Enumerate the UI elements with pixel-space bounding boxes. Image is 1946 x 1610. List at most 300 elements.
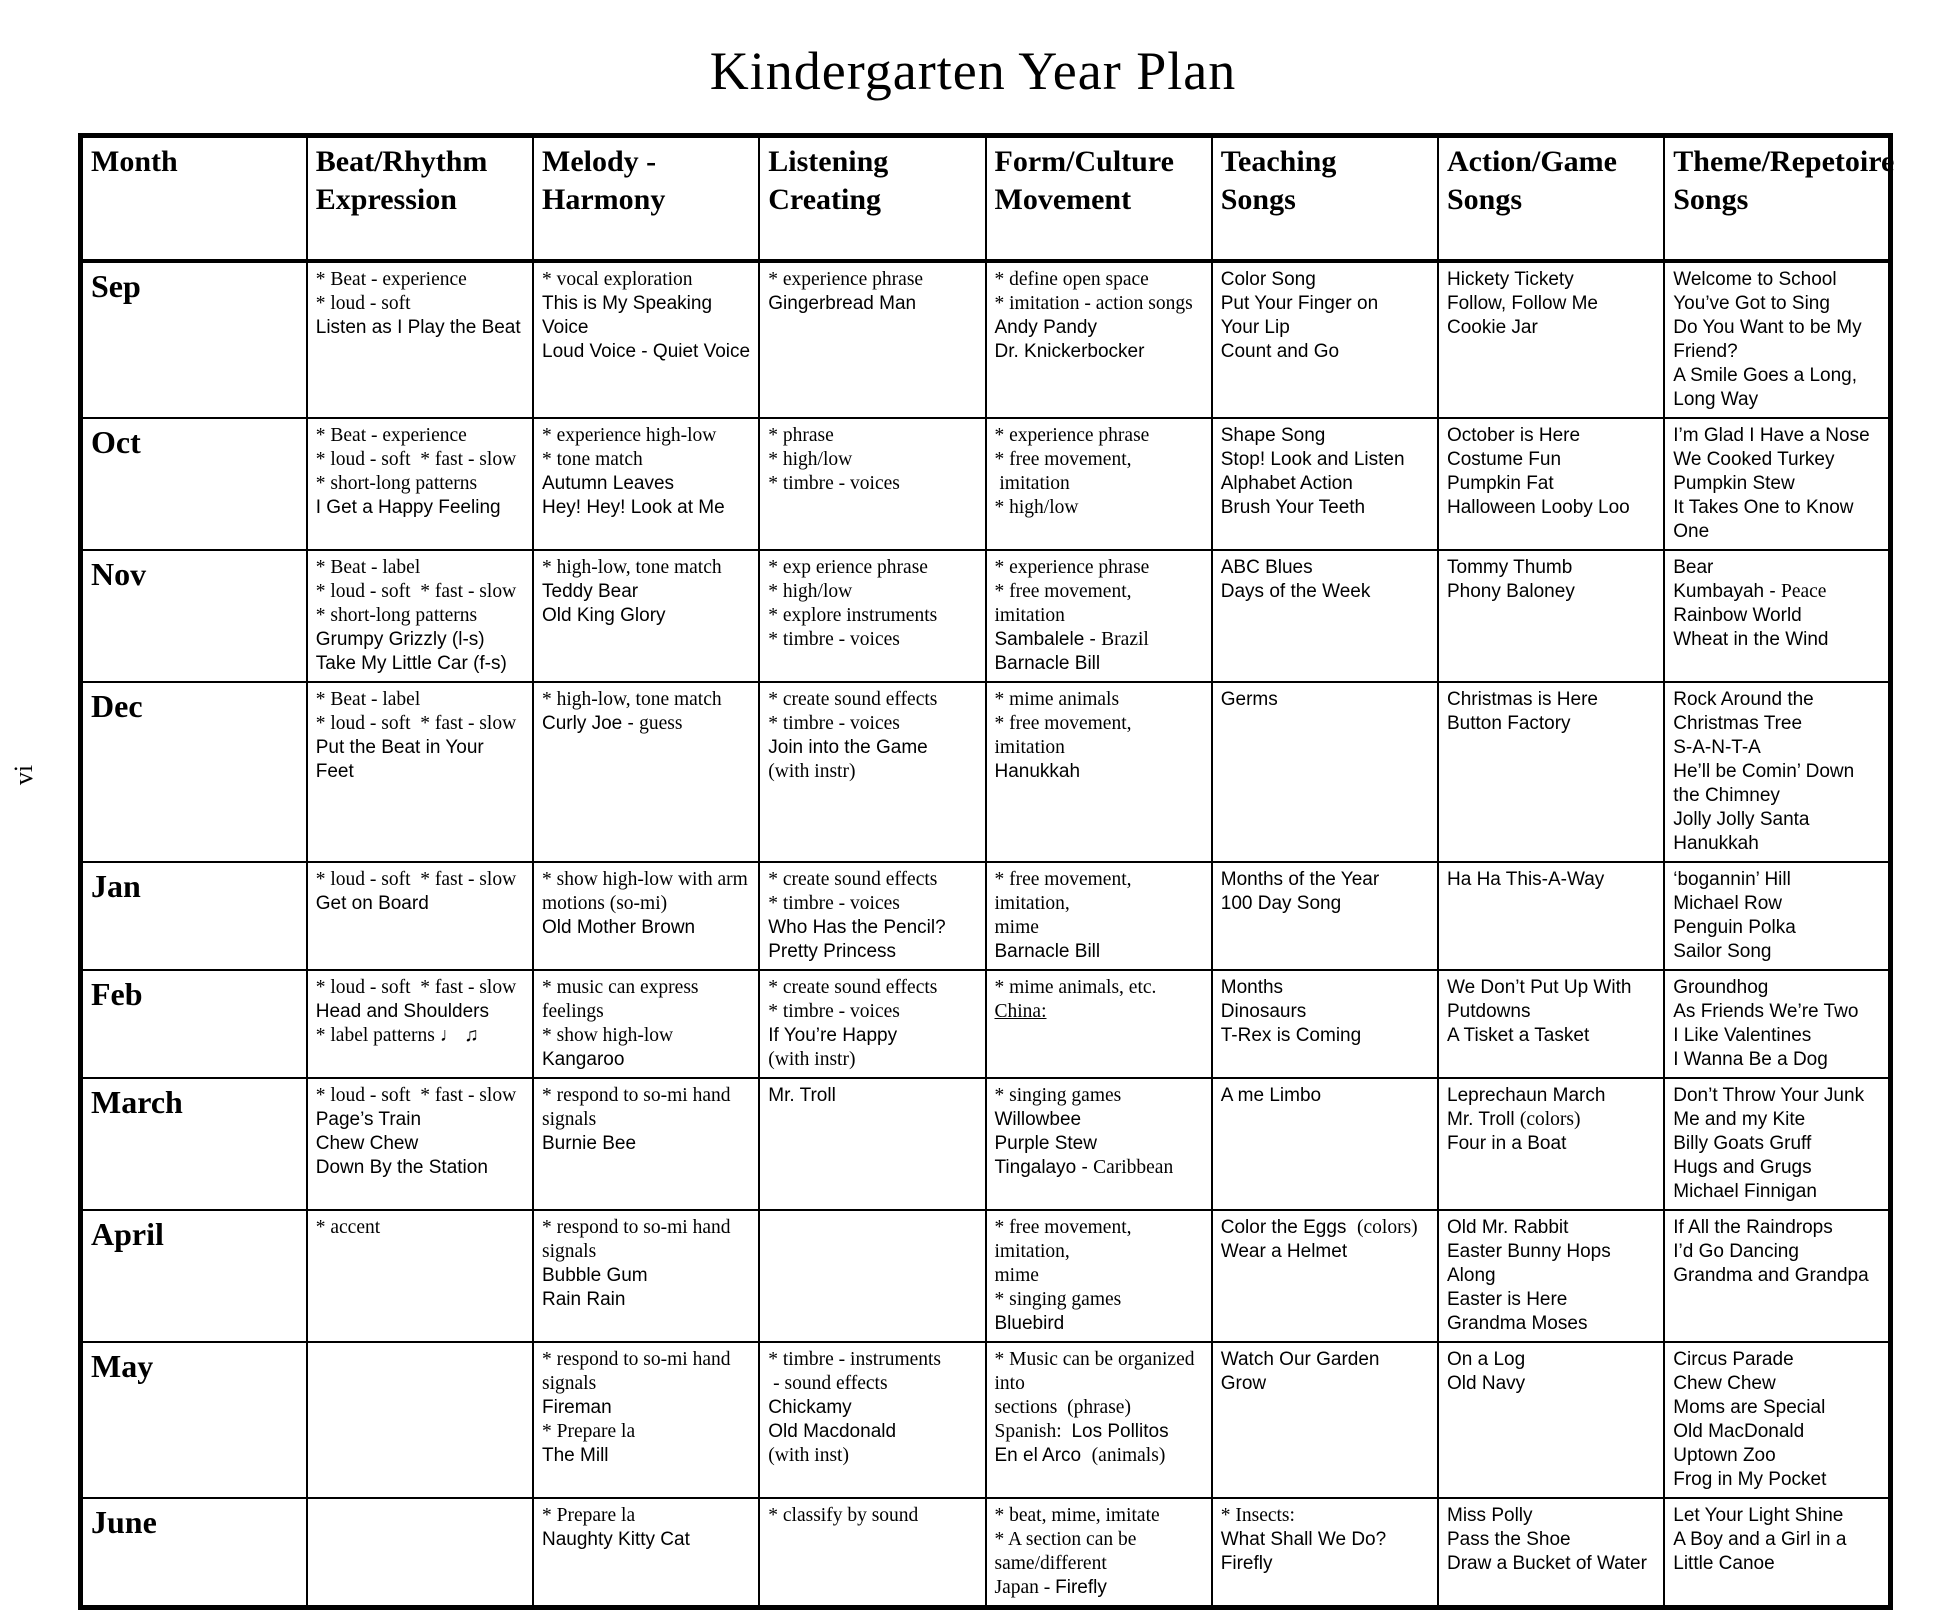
table-cell [533, 682, 759, 862]
cell-text: Chew Chew [315, 1132, 419, 1154]
cell-text: * singing games [994, 1288, 1122, 1310]
page-title: Kindergarten Year Plan [709, 41, 1237, 101]
row-month: May [81, 1342, 307, 1498]
cell-text: * respond to so-mi hand [542, 1216, 731, 1238]
column-header: Month [81, 136, 307, 261]
cell-text: * Prepare la [542, 1420, 636, 1442]
cell-text: signals [542, 1108, 597, 1130]
cell-text: Easter Bunny Hops Along [1447, 1240, 1615, 1286]
cell-text: signals [542, 1240, 597, 1262]
cell-text: mime [994, 1264, 1039, 1286]
cell-text: Hugs and Grugs [1673, 1156, 1812, 1178]
table-cell [986, 261, 1212, 418]
table-head [81, 136, 1895, 261]
cell-text: * short-long patterns [315, 472, 478, 494]
cell-text: Months [1220, 976, 1284, 998]
cell-text: I Wanna Be a Dog [1673, 1048, 1828, 1070]
cell-text: Dr. Knickerbocker [994, 340, 1145, 362]
cell-text: * timbre - voices [768, 892, 900, 914]
cell-text: A Smile Goes a Long, Long Way [1673, 364, 1863, 410]
cell-text: (with instr) [768, 1048, 856, 1070]
table-cell [1438, 1078, 1664, 1210]
cell-text: Moms are Special [1673, 1396, 1826, 1418]
cell-text: * loud - soft [315, 292, 411, 314]
cell-text: He’ll be Comin’ Down the Chimney [1673, 760, 1860, 806]
cell-text: Ha Ha This-A-Way [1447, 868, 1605, 890]
table-cell [1212, 418, 1438, 550]
cell-text: Old Mother Brown [542, 916, 696, 938]
table-cell [759, 550, 985, 682]
table-cell [307, 682, 533, 862]
table-cell [307, 1210, 533, 1342]
table-cell [1438, 1498, 1664, 1608]
cell-text: * label patterns ♩ ♫ [315, 1024, 479, 1046]
table-cell [533, 261, 759, 418]
table-row [81, 862, 1891, 970]
cell-text: Bluebird [994, 1312, 1065, 1334]
cell-text: Mr. Troll [768, 1084, 836, 1106]
table-cell [1438, 862, 1664, 970]
cell-text: Grandma Moses [1447, 1312, 1588, 1334]
cell-text: Rain Rain [542, 1288, 626, 1310]
cell-text: motions (so-mi) [542, 892, 668, 914]
cell-text: Join into the Game [768, 736, 928, 758]
table-cell [1664, 1210, 1890, 1342]
cell-text: * Beat - label [315, 688, 421, 710]
cell-text: Curly Joe - [542, 712, 640, 734]
cell-text: * beat, mime, imitate [994, 1504, 1160, 1526]
table-cell [1664, 970, 1890, 1078]
table-cell [307, 862, 533, 970]
cell-text: Firefly [1055, 1576, 1107, 1598]
cell-text: Wear a Helmet [1220, 1240, 1348, 1262]
table-body [81, 261, 1891, 1608]
row-month: April [81, 1210, 307, 1342]
cell-text: * high/low [768, 580, 853, 602]
cell-text: If You’re Happy [768, 1024, 898, 1046]
cell-text: * create sound effects [768, 868, 938, 890]
cell-text: If All the Raindrops [1673, 1216, 1833, 1238]
cell-text: Fireman [542, 1396, 612, 1418]
table-cell [1664, 1078, 1890, 1210]
cell-text: * timbre - voices [768, 472, 900, 494]
cell-text: Stop! Look and Listen [1220, 448, 1405, 470]
cell-text: Don’t Throw Your Junk [1673, 1084, 1865, 1106]
cell-text: * free movement, [994, 448, 1132, 470]
cell-text: A Boy and a Girl in a Little Canoe [1673, 1528, 1852, 1574]
cell-text: Who Has the Pencil? [768, 916, 946, 938]
cell-text: * vocal exploration [542, 268, 693, 290]
table-cell [759, 1078, 985, 1210]
cell-text: Putdowns [1447, 1000, 1531, 1022]
cell-text: Page’s Train [315, 1108, 422, 1130]
header-row [81, 136, 1891, 261]
cell-text: Sailor Song [1673, 940, 1772, 962]
cell-text: feelings [542, 1000, 604, 1022]
table-cell [1212, 1210, 1438, 1342]
cell-text: T-Rex is Coming [1220, 1024, 1362, 1046]
cell-text: * tone match [542, 448, 643, 470]
cell-text: Take My Little Car (f-s) [315, 652, 507, 674]
table-cell [533, 418, 759, 550]
cell-text: Color the Eggs [1220, 1216, 1357, 1238]
table-cell [986, 1078, 1212, 1210]
table-cell [1438, 550, 1664, 682]
cell-text: Penguin Polka [1673, 916, 1796, 938]
cell-text: (animals) [1091, 1444, 1166, 1466]
cell-text: Shape Song [1220, 424, 1326, 446]
table-row [81, 1342, 1891, 1498]
cell-text: This is My Speaking Voice [542, 292, 718, 338]
cell-text: Purple Stew [994, 1132, 1097, 1154]
table-cell [759, 970, 985, 1078]
cell-text: * experience high-low [542, 424, 717, 446]
table-row [81, 1498, 1891, 1608]
table-cell [1212, 261, 1438, 418]
cell-text: * short-long patterns [315, 604, 478, 626]
cell-text: (colors) [1357, 1216, 1418, 1238]
cell-text: Follow, Follow Me [1447, 292, 1598, 314]
cell-text: You’ve Got to Sing [1673, 292, 1830, 314]
cell-text: Circus Parade [1673, 1348, 1794, 1370]
column-header: Melody - Harmony [533, 136, 759, 261]
cell-text: Button Factory [1447, 712, 1571, 734]
column-header: Action/Game Songs [1438, 136, 1664, 261]
column-header: Theme/Repetoire Songs [1664, 136, 1890, 261]
cell-text: * high-low, tone match [542, 688, 722, 710]
cell-text: Brush Your Teeth [1220, 496, 1366, 518]
table-cell [1664, 550, 1890, 682]
cell-text: * Music can be organized into [994, 1348, 1200, 1394]
table-cell [533, 862, 759, 970]
table-cell [759, 1210, 985, 1342]
cell-text: * loud - soft * fast - slow [315, 1084, 517, 1106]
cell-text: * free movement, imitation, [994, 1216, 1137, 1262]
table-cell [533, 1342, 759, 1498]
table-cell [1664, 1498, 1890, 1608]
table-cell [533, 1078, 759, 1210]
cell-text: * high-low, tone match [542, 556, 722, 578]
cell-text: * timbre - voices [768, 1000, 900, 1022]
cell-text: Willowbee [994, 1108, 1082, 1130]
cell-text: * classify by sound [768, 1504, 919, 1526]
cell-text: Hey! Hey! Look at Me [542, 496, 725, 518]
cell-text: * mime animals [994, 688, 1120, 710]
table-cell [1664, 261, 1890, 418]
cell-text: En el Arco [994, 1444, 1092, 1466]
cell-text: It Takes One to Know One [1673, 496, 1859, 542]
cell-text: Old MacDonald [1673, 1420, 1805, 1442]
table-cell [1664, 418, 1890, 550]
cell-text: Welcome to School [1673, 268, 1837, 290]
cell-text: Watch Our Garden [1220, 1348, 1380, 1370]
cell-text: Down By the Station [315, 1156, 488, 1178]
table-cell [1438, 1210, 1664, 1342]
table-cell [533, 1210, 759, 1342]
column-header: Listening Creating [759, 136, 985, 261]
cell-text: Bear [1673, 556, 1714, 578]
cell-text: * Prepare la [542, 1504, 636, 1526]
cell-text: * exp erience phrase [768, 556, 928, 578]
cell-text: mime [994, 916, 1039, 938]
cell-text: Jolly Jolly Santa [1673, 808, 1810, 830]
table-cell [307, 261, 533, 418]
cell-text: Autumn Leaves [542, 472, 675, 494]
cell-text: Grumpy Grizzly (l-s) [315, 628, 485, 650]
cell-text: * show high-low with arm [542, 868, 748, 890]
cell-text: As Friends We’re Two [1673, 1000, 1859, 1022]
table-cell [1438, 1342, 1664, 1498]
table-cell [1212, 1078, 1438, 1210]
cell-text: Loud Voice - Quiet Voice [542, 340, 751, 362]
cell-text: Billy Goats Gruff [1673, 1132, 1812, 1154]
cell-text: Do You Want to be My Friend? [1673, 316, 1867, 362]
cell-text: imitation [994, 472, 1070, 494]
table-row [81, 261, 1891, 418]
table-cell [307, 1498, 533, 1608]
cell-text: Christmas is Here [1447, 688, 1598, 710]
table-row [81, 682, 1891, 862]
cell-text: * create sound effects [768, 688, 938, 710]
table-cell [759, 1342, 985, 1498]
cell-text: Michael Row [1673, 892, 1783, 914]
cell-text: guess [639, 712, 683, 734]
cell-text: Old Mr. Rabbit [1447, 1216, 1569, 1238]
table-cell [759, 1498, 985, 1608]
row-month: Feb [81, 970, 307, 1078]
cell-text: Hanukkah [994, 760, 1081, 782]
cell-text: * create sound effects [768, 976, 938, 998]
column-header: Teaching Songs [1212, 136, 1438, 261]
cell-text: * singing games [994, 1084, 1122, 1106]
cell-text: Firefly [1220, 1552, 1273, 1574]
table-cell [759, 682, 985, 862]
cell-text: * music can express [542, 976, 699, 998]
table-cell [307, 418, 533, 550]
cell-text: * show high-low [542, 1024, 674, 1046]
row-month: Jan [81, 862, 307, 970]
cell-text: Get on Board [315, 892, 429, 914]
table-cell [1212, 1498, 1438, 1608]
cell-text: Pumpkin Fat [1447, 472, 1554, 494]
cell-text: Halloween Looby Loo [1447, 496, 1630, 518]
cell-text: (colors) [1519, 1108, 1581, 1130]
cell-text: * experience phrase [994, 556, 1150, 578]
table-cell [1664, 1342, 1890, 1498]
cell-text: Kangaroo [542, 1048, 625, 1070]
cell-text: On a Log [1447, 1348, 1526, 1370]
table-cell [1212, 862, 1438, 970]
cell-text: * imitation - action songs [994, 292, 1193, 314]
table-cell [1438, 418, 1664, 550]
row-month: Oct [81, 418, 307, 550]
table-cell [307, 970, 533, 1078]
cell-text: Tingalayo - [994, 1156, 1094, 1178]
cell-text: signals [542, 1372, 597, 1394]
cell-text: * free movement, imitation [994, 580, 1137, 626]
cell-text: * free movement, imitation [994, 712, 1137, 758]
cell-text: I Get a Happy Feeling [315, 496, 501, 518]
cell-text: Costume Fun [1447, 448, 1562, 470]
table-cell [986, 862, 1212, 970]
cell-text: Naughty Kitty Cat [542, 1528, 690, 1550]
cell-text: ABC Blues [1220, 556, 1313, 578]
cell-text: * loud - soft * fast - slow [315, 448, 517, 470]
cell-text: Peace [1780, 580, 1827, 602]
cell-text: Grow [1220, 1372, 1267, 1394]
table-row [81, 970, 1891, 1078]
cell-text: Uptown Zoo [1673, 1444, 1776, 1466]
cell-text: Cookie Jar [1447, 316, 1538, 338]
cell-text: Count and Go [1220, 340, 1340, 362]
cell-text: Old King Glory [542, 604, 666, 626]
cell-text: Four in a Boat [1447, 1132, 1567, 1154]
cell-text: * respond to so-mi hand [542, 1084, 731, 1106]
cell-text: I’d Go Dancing [1673, 1240, 1799, 1262]
cell-text: Grandma and Grandpa [1673, 1264, 1869, 1286]
cell-text: We Don’t Put Up With [1447, 976, 1632, 998]
cell-text: * mime animals, etc. [994, 976, 1157, 998]
cell-text: * experience phrase [994, 424, 1150, 446]
cell-text: Put the Beat in Your Feet [315, 736, 489, 782]
cell-text: * A section can be same/different [994, 1528, 1142, 1574]
cell-text: Andy Pandy [994, 316, 1097, 338]
row-month: Dec [81, 682, 307, 862]
year-plan-table [78, 133, 1893, 1610]
cell-text: Caribbean [1093, 1156, 1174, 1178]
cell-text: Kumbayah - [1673, 580, 1781, 602]
column-header: Beat/Rhythm Expression [307, 136, 533, 261]
cell-text: Me and my Kite [1673, 1108, 1806, 1130]
cell-text: * timbre - voices [768, 712, 900, 734]
cell-text: October is Here [1447, 424, 1581, 446]
table-cell [307, 1342, 533, 1498]
cell-text: Draw a Bucket of Water [1447, 1552, 1647, 1574]
table-cell [1212, 1342, 1438, 1498]
cell-text: Easter is Here [1447, 1288, 1568, 1310]
cell-text: Chew Chew [1673, 1372, 1776, 1394]
cell-text: ‘bogannin’ Hill [1673, 868, 1791, 890]
cell-text: * accent [315, 1216, 381, 1238]
cell-text: * experience phrase [768, 268, 924, 290]
cell-text: Mr. Troll [1447, 1108, 1520, 1130]
table-cell [986, 418, 1212, 550]
table-cell [1212, 550, 1438, 682]
cell-text: I Like Valentines [1673, 1024, 1812, 1046]
cell-text: Brazil [1101, 628, 1149, 650]
table-cell [986, 1210, 1212, 1342]
cell-text: Hickety Tickety [1447, 268, 1574, 290]
cell-text: A me Limbo [1220, 1084, 1322, 1106]
cell-text: * loud - soft * fast - slow [315, 976, 517, 998]
table-cell [986, 550, 1212, 682]
cell-text: * loud - soft * fast - slow [315, 712, 517, 734]
cell-text: China: [994, 1000, 1047, 1022]
cell-text: Wheat in the Wind [1673, 628, 1829, 650]
cell-text: * explore instruments [768, 604, 938, 626]
table-cell [1664, 862, 1890, 970]
cell-text: * high/low [994, 496, 1079, 518]
cell-text: Michael Finnigan [1673, 1180, 1817, 1202]
table-cell [986, 682, 1212, 862]
cell-text: Hanukkah [1673, 832, 1759, 854]
cell-text: * timbre - voices [768, 628, 900, 650]
table-cell [759, 418, 985, 550]
cell-text: We Cooked Turkey [1673, 448, 1835, 470]
table-cell [533, 1498, 759, 1608]
table-cell [1438, 261, 1664, 418]
cell-text: Months of the Year [1220, 868, 1380, 890]
cell-text: Pass the Shoe [1447, 1528, 1571, 1550]
table-cell [533, 550, 759, 682]
table-row [81, 1210, 1891, 1342]
cell-text: Pretty Princess [768, 940, 897, 962]
cell-text: Dinosaurs [1220, 1000, 1307, 1022]
table-row [81, 550, 1891, 682]
column-header: Form/Culture Movement [986, 136, 1212, 261]
table-cell [759, 261, 985, 418]
cell-text: Chickamy [768, 1396, 852, 1418]
table-cell [1438, 970, 1664, 1078]
cell-text: - sound effects [768, 1372, 888, 1394]
cell-text: (with instr) [768, 760, 856, 782]
cell-text: Old Macdonald [768, 1420, 897, 1442]
row-month: June [81, 1498, 307, 1608]
cell-text: Head and Shoulders [315, 1000, 489, 1022]
cell-text: * free movement, imitation, [994, 868, 1137, 914]
cell-text: Rainbow World [1673, 604, 1802, 626]
cell-text: Miss Polly [1447, 1504, 1533, 1526]
table-cell [307, 550, 533, 682]
cell-text: What Shall We Do? [1220, 1528, 1387, 1550]
cell-text: I’m Glad I Have a Nose [1673, 424, 1870, 446]
cell-text: Groundhog [1673, 976, 1769, 998]
cell-text: Frog in My Pocket [1673, 1468, 1827, 1490]
table-cell [759, 862, 985, 970]
cell-text: Barnacle Bill [994, 940, 1101, 962]
table-row [81, 418, 1891, 550]
cell-text: Put Your Finger on [1220, 292, 1379, 314]
cell-text: Rock Around the Christmas Tree [1673, 688, 1820, 734]
cell-text: 100 Day Song [1220, 892, 1342, 914]
cell-text: Pumpkin Stew [1673, 472, 1795, 494]
cell-text: Let Your Light Shine [1673, 1504, 1844, 1526]
cell-text: Color Song [1220, 268, 1316, 290]
table-cell [986, 1498, 1212, 1608]
table-cell [1664, 682, 1890, 862]
cell-text: * Beat - label [315, 556, 421, 578]
table-cell [1212, 970, 1438, 1078]
cell-text: * timbre - instruments [768, 1348, 942, 1370]
cell-text: * Beat - experience [315, 268, 467, 290]
cell-text: Tommy Thumb [1447, 556, 1573, 578]
row-month: Nov [81, 550, 307, 682]
cell-text: * respond to so-mi hand [542, 1348, 731, 1370]
cell-text: * define open space [994, 268, 1149, 290]
cell-text: Spanish: [994, 1420, 1072, 1442]
cell-text: * Beat - experience [315, 424, 467, 446]
cell-text: Sambalele - [994, 628, 1102, 650]
cell-text: Alphabet Action [1220, 472, 1353, 494]
table-cell [307, 1078, 533, 1210]
table-cell [1212, 682, 1438, 862]
cell-text: sections (phrase) [994, 1396, 1131, 1418]
table-row [81, 1078, 1891, 1210]
cell-text: Barnacle Bill [994, 652, 1101, 674]
cell-text: Bubble Gum [542, 1264, 648, 1286]
cell-text: * loud - soft * fast - slow [315, 868, 517, 890]
page-number-label: vi [9, 764, 39, 786]
